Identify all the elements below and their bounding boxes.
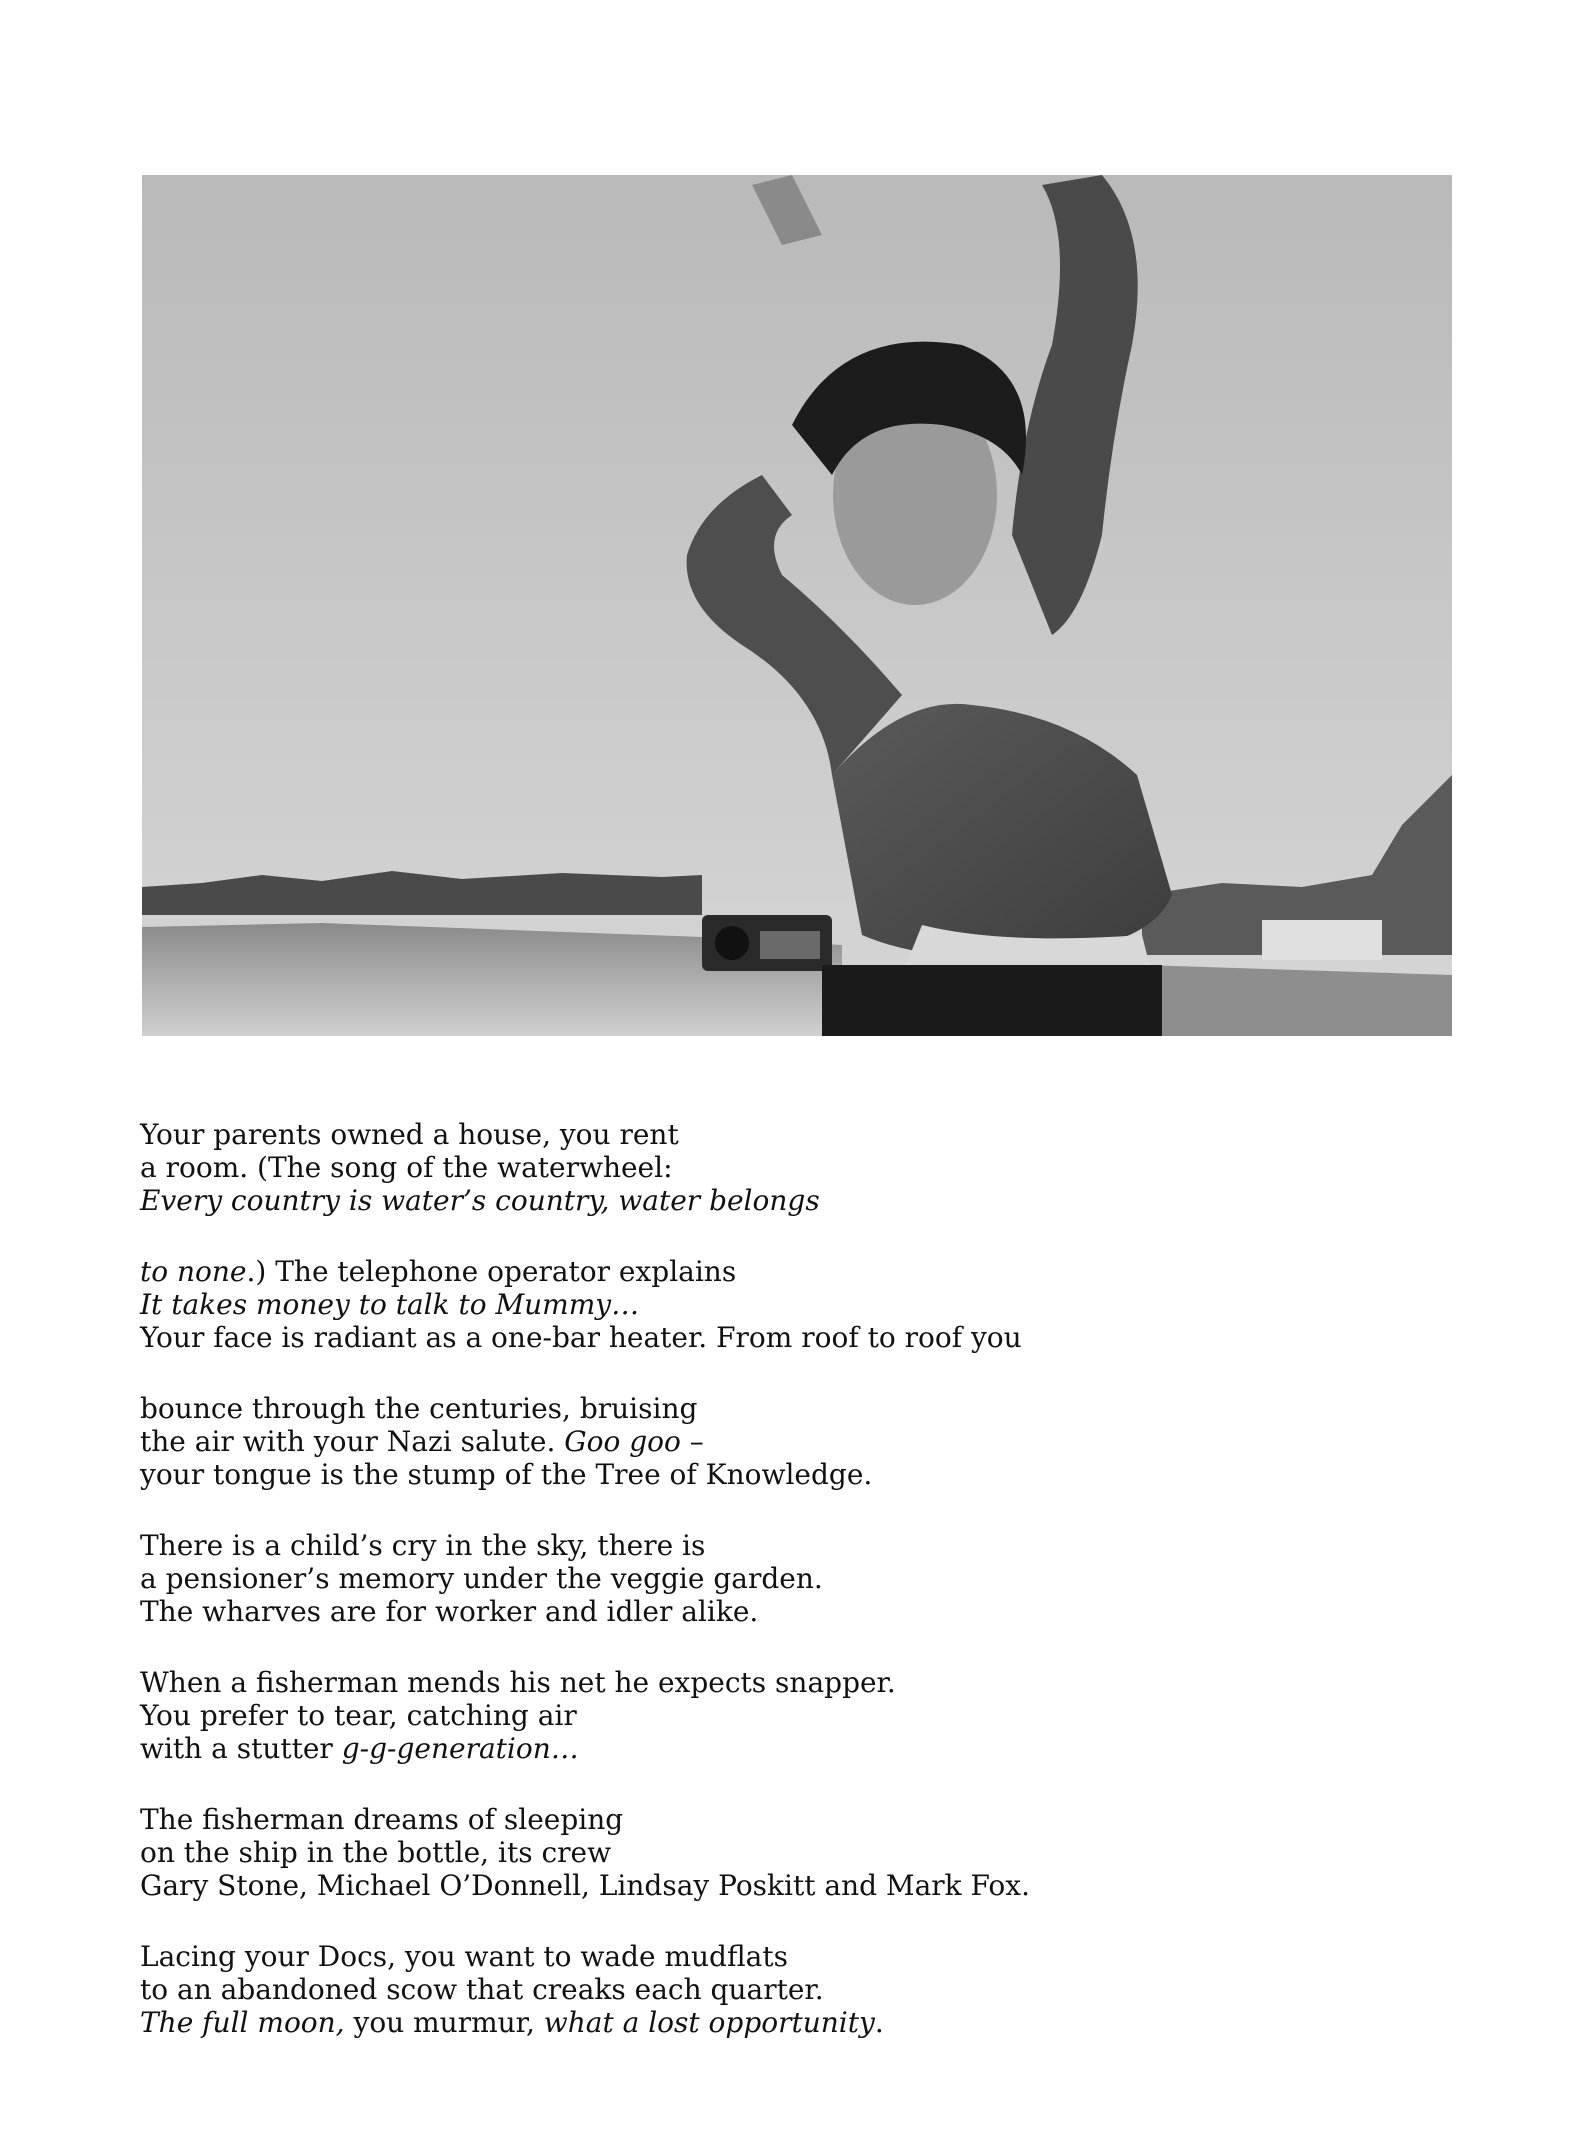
text: you murmur, [344, 2006, 544, 2039]
stanza [140, 1118, 1440, 1217]
poem-line [140, 1666, 1440, 1699]
stanza [140, 1803, 1440, 1902]
text: There is a child’s cry in the sky, there is [140, 1529, 706, 1562]
poem-line [140, 1151, 1440, 1184]
text: to an abandoned scow that creaks each quarter. [140, 1973, 824, 2006]
photograph [142, 175, 1452, 1036]
text: a pensioner’s memory under the veggie garden. [140, 1562, 823, 1595]
text: with a stutter [140, 1732, 342, 1765]
text: Your face is radiant as a one-bar heater. From roof to roof you [140, 1321, 1022, 1354]
poem-line [140, 1973, 1440, 2006]
photo-illustration [142, 175, 1452, 1036]
poem-line [140, 1836, 1440, 1869]
stanza [140, 1940, 1440, 2039]
poem-line [140, 1940, 1440, 1973]
italic-text: what a lost opportunity [543, 2006, 875, 2039]
text: When a fisherman mends his net he expects snapper. [140, 1666, 896, 1699]
text: a room. (The song of the waterwheel: [140, 1151, 673, 1184]
text: Your parents owned a house, you rent [140, 1118, 679, 1151]
stanza [140, 1529, 1440, 1628]
poem-line [140, 1529, 1440, 1562]
poem-line [140, 1803, 1440, 1836]
poem-line [140, 1595, 1440, 1628]
text: Lacing your Docs, you want to wade mudflats [140, 1940, 788, 1973]
italic-text: g-g-generation… [341, 1732, 579, 1765]
trousers [822, 965, 1162, 1036]
text: The wharves are for worker and idler alike. [140, 1595, 759, 1628]
text: Gary Stone, Michael O’Donnell, Lindsay Poskitt and Mark Fox. [140, 1869, 1030, 1902]
stanza [140, 1255, 1440, 1354]
poem-line [140, 1255, 1440, 1288]
poem-line [140, 1425, 1440, 1458]
poem-line [140, 1562, 1440, 1595]
boombox-tape-deck [760, 931, 820, 959]
text: . [874, 2006, 884, 2039]
boombox-speaker-left [715, 926, 749, 960]
italic-text: It takes money to talk to Mummy… [140, 1288, 640, 1321]
italic-text: The full moon, [140, 2006, 345, 2039]
rooftop-wall-right [1142, 965, 1452, 1036]
text: The fisherman dreams of sleeping [140, 1803, 624, 1836]
poem-line [140, 1288, 1440, 1321]
text: on the ship in the bottle, its crew [140, 1836, 612, 1869]
stanza [140, 1392, 1440, 1491]
building [1262, 920, 1382, 960]
poem-line [140, 2006, 1440, 2039]
poem-line [140, 1458, 1440, 1491]
text: your tongue is the stump of the Tree of Knowledge. [140, 1458, 873, 1491]
poem [140, 1118, 1440, 2077]
text: .) The telephone operator explains [246, 1255, 737, 1288]
poem-line [140, 1869, 1440, 1902]
text: bounce through the centuries, bruising [140, 1392, 698, 1425]
text: the air with your Nazi salute. [140, 1425, 565, 1458]
poem-line [140, 1699, 1440, 1732]
italic-text: Goo goo [564, 1425, 681, 1458]
poem-line [140, 1118, 1440, 1151]
poem-line [140, 1392, 1440, 1425]
italic-text: to none [140, 1255, 247, 1288]
text: You prefer to tear, catching air [140, 1699, 577, 1732]
poem-line [140, 1732, 1440, 1765]
italic-text: Every country is water’s country, water belongs [140, 1184, 820, 1217]
stanza [140, 1666, 1440, 1765]
poem-line [140, 1184, 1440, 1217]
text: – [680, 1425, 704, 1458]
poem-line [140, 1321, 1440, 1354]
